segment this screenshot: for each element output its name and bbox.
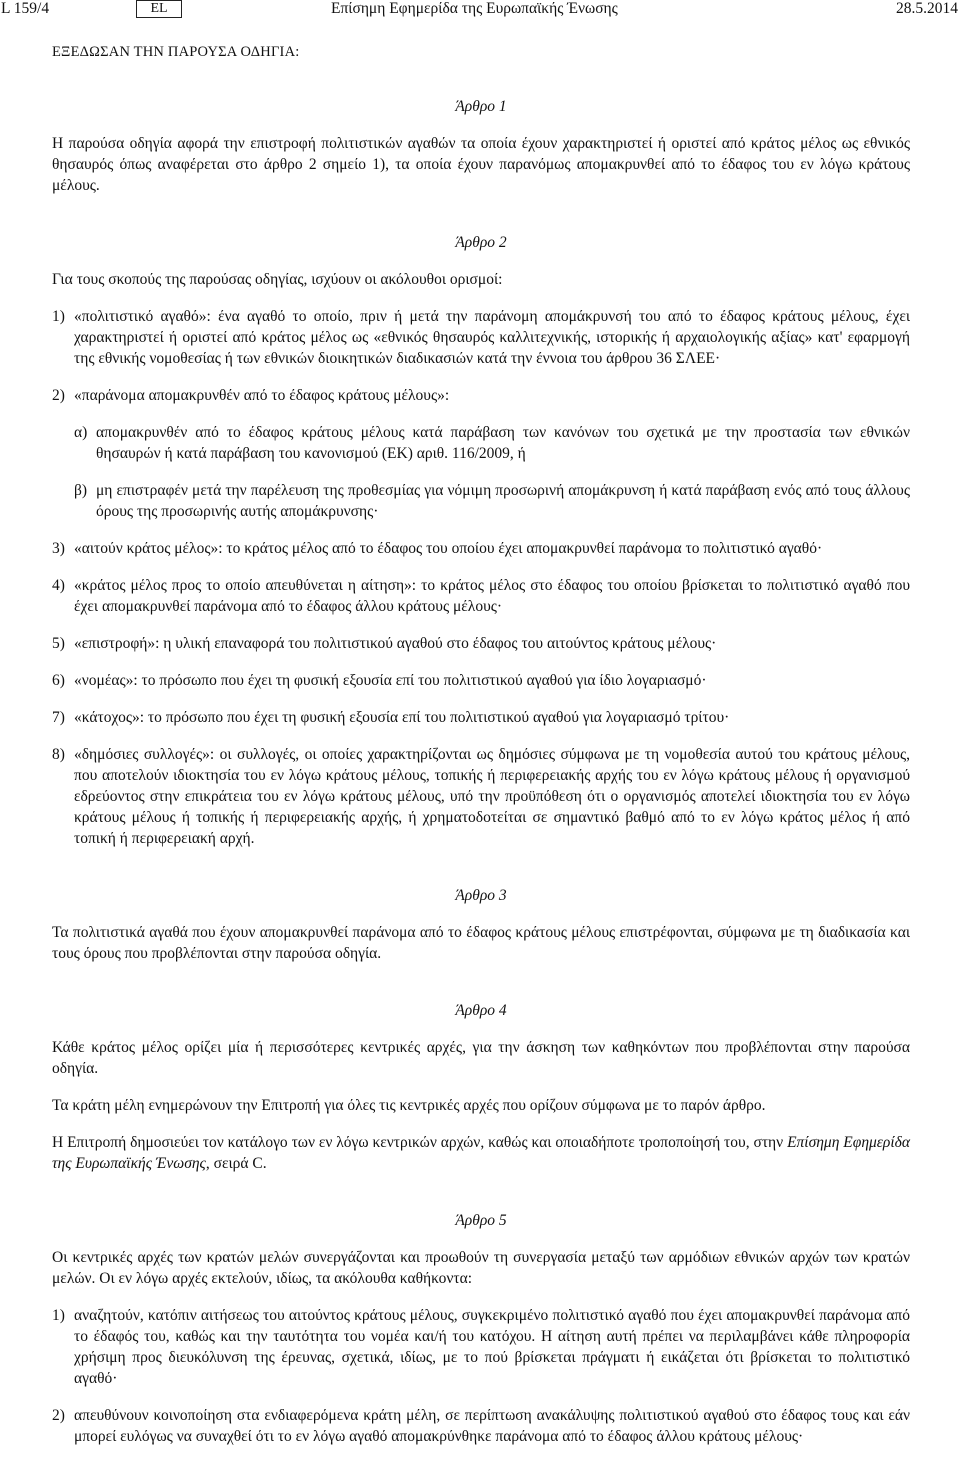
definition-item xyxy=(52,306,910,369)
item-number: 4) xyxy=(52,577,65,594)
definition-item xyxy=(52,633,910,654)
item-number: 8) xyxy=(52,746,65,763)
article-4-paragraph-3 xyxy=(52,1132,910,1174)
subitem-letter: β) xyxy=(74,482,88,499)
definition-item xyxy=(52,670,910,691)
definition-item xyxy=(52,707,910,728)
journal-reference: L 159/4 xyxy=(1,0,50,17)
article-4-paragraph-2: Τα κράτη μέλη ενημερώνουν την Επιτροπή για όλες τις κεντρικές αρχές που ορίζουν σύμφωνα με το παρόν άρθρο. xyxy=(52,1097,766,1114)
paragraph-text: Η Επιτροπή δημοσιεύει τον κατάλογο των εν λόγω κεντρικών αρχών, καθώς και οποιαδήποτε τροποποίησή του, στην xyxy=(52,1134,788,1151)
article-1-title: Άρθρο 1 xyxy=(455,98,507,115)
article-4-title: Άρθρο 4 xyxy=(455,1002,507,1019)
item-number: 2) xyxy=(52,387,65,404)
task-item xyxy=(52,1405,910,1447)
definition-item xyxy=(52,575,910,617)
article-5-title: Άρθρο 5 xyxy=(455,1212,507,1229)
subitem-text: απομακρυνθέν από το έδαφος κράτους μέλους κατά παράβαση των κανόνων του σχετικά με την προστασία των εθνικών θησαυρών ή κατά παράβαση του κανονισμού (ΕΚ) αριθ. 116/2009, ή xyxy=(96,424,910,462)
item-text: «αιτούν κράτος μέλος»: το κράτος μέλος από το έδαφος του οποίου έχει απομακρυνθεί παράνομα το πολιτιστικό αγαθό· xyxy=(74,540,823,557)
item-text: «πολιτιστικό αγαθό»: ένα αγαθό το οποίο, πριν ή μετά την παράνομη απομάκρυνσή του από το έδαφος κράτους μέλους, έχει χαρακτηριστεί ή οριστεί από κράτος μέλος ως «εθνικός θησαυρός καλλιτεχνικής, ιστορικής ή αρχαιολογικής αξίας» κατ' εφαρμογή της εθνικής νομοθεσίας ή των εθνικών διοικητικών διαδικασιών κατά την έννοια του άρθρου 36 ΣΛΕΕ· xyxy=(74,308,910,367)
journal-title: Επίσημη Εφημερίδα της Ευρωπαϊκής Ένωσης xyxy=(331,0,618,17)
article-3-title: Άρθρο 3 xyxy=(455,887,507,904)
item-number: 2) xyxy=(52,1407,65,1424)
article-2-title: Άρθρο 2 xyxy=(455,234,507,251)
article-3-text: Τα πολιτιστικά αγαθά που έχουν απομακρυνθεί παράνομα από το έδαφος κράτους μέλους επιστρέφονται, σύμφωνα με τη διαδικασία και τους όρους που προβλέπονται στην παρούσα οδηγία. xyxy=(52,924,910,962)
page-header xyxy=(0,0,960,22)
definition-subitem xyxy=(74,480,910,522)
item-number: 1) xyxy=(52,1307,65,1324)
language-code-badge: EL xyxy=(136,0,182,18)
subitem-letter: α) xyxy=(74,424,88,441)
item-number: 7) xyxy=(52,709,65,726)
item-text: «παράνομα απομακρυνθέν από το έδαφος κράτους μέλους»: xyxy=(74,387,450,404)
item-number: 3) xyxy=(52,540,65,557)
article-1-text: Η παρούσα οδηγία αφορά την επιστροφή πολιτιστικών αγαθών τα οποία έχουν χαρακτηριστεί ή οριστεί από κράτος μέλος ως εθνικός θησαυρός όπως αναφέρεται στο άρθρο 2 σημείο 1), τα οποία έχουν παρανόμως απομακρυνθεί από το έδαφος του εν λόγω κράτους μέλους. xyxy=(52,135,910,194)
definition-item xyxy=(52,538,910,559)
item-text: «νομέας»: το πρόσωπο που έχει τη φυσική εξουσία επί του πολιτιστικού αγαθού για ίδιο λογαριασμό· xyxy=(74,672,707,689)
item-number: 5) xyxy=(52,635,65,652)
enacting-formula: ΕΞΕΔΩΣΑΝ ΤΗΝ ΠΑΡΟΥΣΑ ΟΔΗΓΙΑ: xyxy=(52,44,300,60)
item-text: αναζητούν, κατόπιν αιτήσεως του αιτούντος κράτους μέλους, συγκεκριμένο πολιτιστικό αγαθό που έχει απομακρυνθεί παράνομα από το έδαφός του, καθώς και την ταυτότητα του νομέα και/ή του κατόχου. Η αίτηση αυτή πρέπει να περιλαμβάνει κάθε πληροφορία χρήσιμη προς διευκόλυνση της έρευνας, σχετικά, ιδίως, με το πού βρίσκεται πράγματι ή εικάζεται ότι βρίσκεται το πολιτιστικό αγαθό· xyxy=(74,1307,910,1387)
item-text: «κάτοχος»: το πρόσωπο που έχει τη φυσική εξουσία επί του πολιτιστικού αγαθού για λογαριασμό τρίτου· xyxy=(74,709,730,726)
article-4-paragraph-1: Κάθε κράτος μέλος ορίζει μία ή περισσότερες κεντρικές αρχές, για την άσκηση των καθηκόντων που προβλέπονται στην παρούσα οδηγία. xyxy=(52,1039,910,1077)
definition-item xyxy=(52,744,910,849)
task-item xyxy=(52,1305,910,1389)
journal-name-italic: Επίσημη Εφημερίδα της Ευρωπαϊκής Ένωσης xyxy=(52,1134,910,1172)
definition-subitem xyxy=(74,422,910,464)
item-text: «επιστροφή»: η υλική επαναφορά του πολιτιστικού αγαθού στο έδαφος του αιτούντος κράτους μέλους· xyxy=(74,635,717,652)
item-number: 1) xyxy=(52,308,65,325)
subitem-text: μη επιστραφέν μετά την παρέλευση της προθεσμίας για νόμιμη προσωρινή απομάκρυνση ή κατά παράβαση ενός από τους άλλους όρους της προσωρινής αυτής απομάκρυνσης· xyxy=(96,482,910,520)
definition-item xyxy=(52,385,910,406)
item-text: απευθύνουν κοινοποίηση στα ενδιαφερόμενα κράτη μέλη, σε περίπτωση ανακάλυψης πολιτιστικού αγαθού στο έδαφος τους και εάν μπορεί ευλόγως να συναχθεί ότι το εν λόγω αγαθό απομακρύνθηκε παράνομα από το έδαφος άλλου κράτους μέλους· xyxy=(74,1407,910,1445)
item-text: «δημόσιες συλλογές»: οι συλλογές, οι οποίες χαρακτηρίζονται ως δημόσιες σύμφωνα με τη νομοθεσία αυτού του κράτους μέλους, που αποτελούν ιδιοκτησία του εν λόγω κράτους μέλους, τοπικής ή περιφερειακής αρχής του εν λόγω κράτους μέλους ή οργανισμού εδρεύοντος στην επικράτεια του εν λόγω κράτους μέλους, υπό την προϋπόθεση ότι ο οργανισμός αποτελεί ιδιοκτησία του εν λόγω κράτους μέλους ή τοπικής ή περιφερειακής αρχής, ή χρηματοδοτείται σε σημαντικό βαθμό από το εν λόγω κράτος μέλος ή από τοπική ή περιφερειακή αρχή. xyxy=(74,746,910,847)
article-5-intro: Οι κεντρικές αρχές των κρατών μελών συνεργάζονται και προωθούν τη συνεργασία μεταξύ των αρμόδιων εθνικών αρχών των κρατών μελών. Οι εν λόγω αρχές εκτελούν, ιδίως, τα ακόλουθα καθήκοντα: xyxy=(52,1249,910,1287)
item-number: 6) xyxy=(52,672,65,689)
item-text: «κράτος μέλος προς το οποίο απευθύνεται η αίτηση»: το κράτος μέλος στο έδαφος του οποίου βρίσκεται το πολιτιστικό αγαθό που έχει απομακρυνθεί παράνομα από το έδαφος άλλου κράτους μέλους· xyxy=(74,577,910,615)
document-body xyxy=(52,96,910,1463)
publication-date: 28.5.2014 xyxy=(896,0,958,17)
article-2-intro: Για τους σκοπούς της παρούσας οδηγίας, ισχύουν οι ακόλουθοι ορισμοί: xyxy=(52,271,503,288)
paragraph-text: , σειρά C. xyxy=(205,1155,267,1172)
